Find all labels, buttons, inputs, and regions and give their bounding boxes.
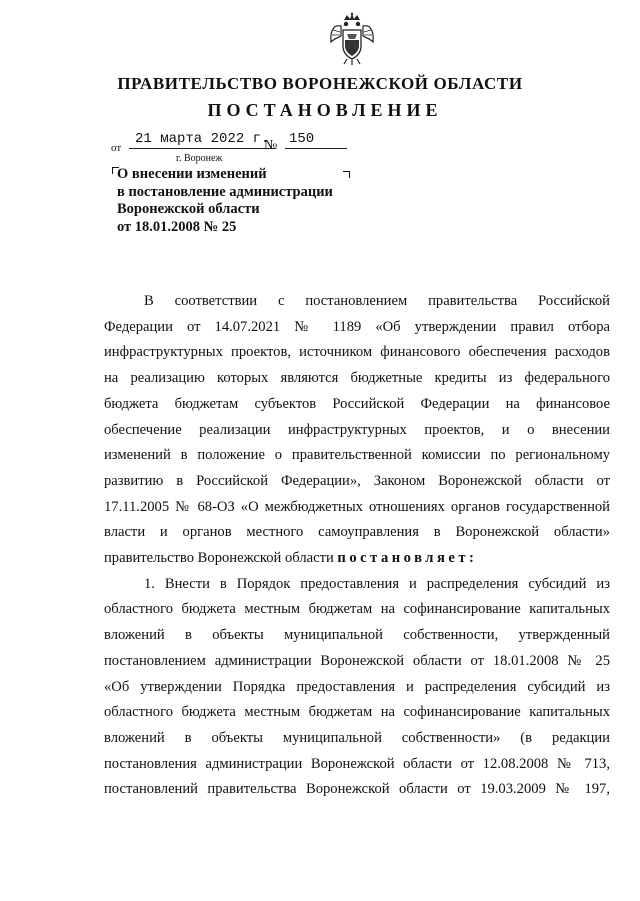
body-line: постановлений правительства Воронежской области от 19.03.2009 № 197, [104, 781, 610, 798]
body-line: развитию в Российской Федерации», Законом Воронежской области от [104, 472, 610, 489]
body-line: постановлением администрации Воронежской области от 18.01.2008 № 25 [104, 652, 610, 669]
body-line: бюджета бюджетам субъектов Российской Федерации на финансовое [104, 395, 610, 412]
document-type-title: ПОСТАНОВЛЕНИЕ [207, 100, 443, 120]
body-line: В соответствии с постановлением правительства Российской [144, 293, 610, 309]
subject-line: Воронежской области [117, 201, 260, 217]
body-line: 1. Внести в Порядок предоставления и распределения субсидий из [144, 575, 610, 592]
body-line [104, 546, 610, 572]
subject-line: в постановление администрации [117, 183, 333, 200]
paragraph-item-1 [104, 572, 610, 803]
body-line: изменений в положение о правительственной комиссии по региональному [104, 447, 610, 464]
body-line: областного бюджета местным бюджетам на софинансирование капитальных [104, 601, 610, 618]
preamble-tail: правительство Воронежской области [104, 550, 334, 567]
body-line: инфраструктурных проектов, источником финансового обеспечения расходов [104, 344, 610, 361]
body-line: областного бюджета местным бюджетам на софинансирование капитальных [104, 704, 610, 721]
document-subject [117, 166, 357, 236]
body-line: вложений в объекты муниципальной собственности, утвержденный [104, 627, 610, 644]
organization-title: ПРАВИТЕЛЬСТВО ВОРОНЕЖСКОЙ ОБЛАСТИ [117, 74, 523, 93]
document-date: 21 марта 2022 г. [129, 131, 275, 149]
body-line: «Об утверждении Порядка предоставления и распределения субсидий из [104, 678, 610, 695]
coat-of-arms-emblem [329, 12, 375, 66]
subject-line: от 18.01.2008 № 25 [117, 218, 237, 235]
city-label: г. Воронеж [176, 153, 223, 164]
body-line: на реализацию которых являются бюджетные кредиты из федерального [104, 370, 610, 387]
number-sign: № [264, 138, 278, 153]
subject-line: О внесении изменений [117, 166, 267, 182]
document-number: 150 [285, 131, 347, 149]
body-line: обеспечение реализации инфраструктурных проектов, и о внесении [104, 421, 610, 438]
resolves-word: постановляет: [337, 550, 478, 567]
document-body [104, 289, 610, 803]
body-line: Федерации от 14.07.2021 № 1189 «Об утверждении правил отбора [104, 318, 610, 335]
body-line: вложений в объекты муниципальной собственности» (в редакции [104, 729, 610, 746]
date-prefix: от [111, 142, 122, 154]
paragraph-preamble [104, 289, 610, 572]
body-line: 17.11.2005 № 68-ОЗ «О межбюджетных отношениях органов государственной [104, 498, 610, 515]
body-line: постановления администрации Воронежской области от 12.08.2008 № 713, [104, 755, 610, 772]
body-line: власти и органов местного самоуправления в Воронежской области» [104, 524, 610, 541]
